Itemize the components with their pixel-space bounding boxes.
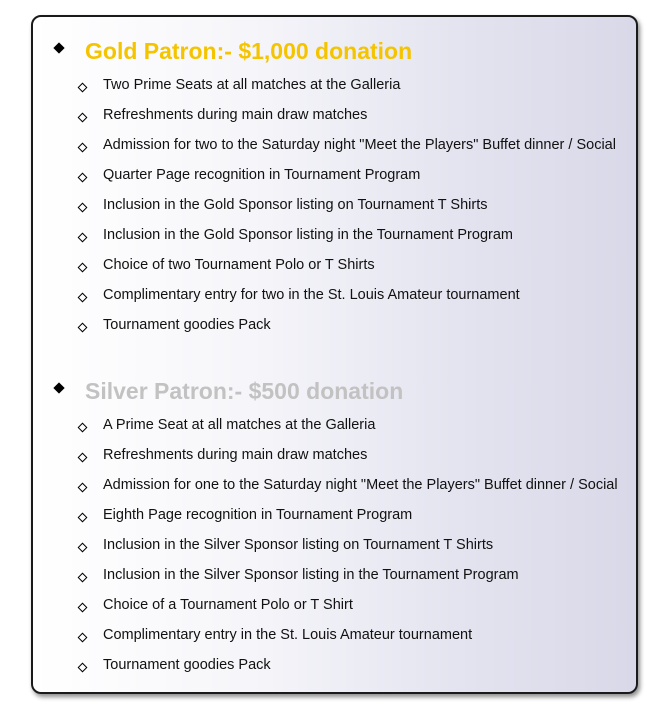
hollow-diamond-bullet-icon <box>78 663 88 673</box>
list-item <box>33 625 636 655</box>
gold-patron-heading: Gold Patron:- $1,000 donation <box>85 38 413 64</box>
benefit-text: Tournament goodies Pack <box>103 657 271 673</box>
hollow-diamond-bullet-icon <box>78 233 88 243</box>
hollow-diamond-bullet-icon <box>78 293 88 303</box>
list-item <box>33 565 636 595</box>
list-item <box>33 255 636 285</box>
hollow-diamond-bullet-icon <box>78 453 88 463</box>
list-item <box>33 195 636 225</box>
benefit-text: Quarter Page recognition in Tournament Program <box>103 167 421 183</box>
gold-heading-row <box>33 37 636 69</box>
hollow-diamond-bullet-icon <box>78 633 88 643</box>
hollow-diamond-bullet-icon <box>78 203 88 213</box>
benefit-text: Admission for two to the Saturday night "Meet the Players" Buffet dinner / Social <box>103 137 616 153</box>
list-item <box>33 135 636 165</box>
gold-benefits-list <box>33 75 636 345</box>
list-item <box>33 105 636 135</box>
hollow-diamond-bullet-icon <box>78 423 88 433</box>
benefit-text: Inclusion in the Gold Sponsor listing on Tournament T Shirts <box>103 197 488 213</box>
list-item <box>33 475 636 505</box>
benefit-text: Admission for one to the Saturday night "Meet the Players" Buffet dinner / Social <box>103 477 618 493</box>
silver-patron-heading: Silver Patron:- $500 donation <box>85 378 404 404</box>
gold-patron-section <box>33 37 636 333</box>
list-item <box>33 655 636 685</box>
hollow-diamond-bullet-icon <box>78 543 88 553</box>
hollow-diamond-bullet-icon <box>78 143 88 153</box>
silver-benefits-list <box>33 415 636 685</box>
filled-diamond-bullet-icon <box>53 382 64 393</box>
list-item <box>33 225 636 255</box>
hollow-diamond-bullet-icon <box>78 513 88 523</box>
benefit-text: A Prime Seat at all matches at the Galleria <box>103 417 376 433</box>
benefit-text: Inclusion in the Silver Sponsor listing in the Tournament Program <box>103 567 519 583</box>
list-item <box>33 165 636 195</box>
list-item <box>33 285 636 315</box>
hollow-diamond-bullet-icon <box>78 483 88 493</box>
list-item <box>33 315 636 345</box>
hollow-diamond-bullet-icon <box>78 573 88 583</box>
list-item <box>33 505 636 535</box>
silver-patron-section <box>33 377 636 673</box>
list-item <box>33 415 636 445</box>
hollow-diamond-bullet-icon <box>78 603 88 613</box>
benefit-text: Refreshments during main draw matches <box>103 447 368 463</box>
hollow-diamond-bullet-icon <box>78 113 88 123</box>
benefit-text: Two Prime Seats at all matches at the Galleria <box>103 77 401 93</box>
benefit-text: Inclusion in the Silver Sponsor listing on Tournament T Shirts <box>103 537 494 553</box>
benefit-text: Complimentary entry in the St. Louis Amateur tournament <box>103 627 473 643</box>
benefit-text: Refreshments during main draw matches <box>103 107 368 123</box>
benefit-text: Choice of a Tournament Polo or T Shirt <box>103 597 353 613</box>
benefit-text: Tournament goodies Pack <box>103 317 271 333</box>
benefit-text: Complimentary entry for two in the St. Louis Amateur tournament <box>103 287 520 303</box>
list-item <box>33 535 636 565</box>
hollow-diamond-bullet-icon <box>78 83 88 93</box>
list-item <box>33 445 636 475</box>
hollow-diamond-bullet-icon <box>78 323 88 333</box>
benefit-text: Eighth Page recognition in Tournament Program <box>103 507 413 523</box>
filled-diamond-bullet-icon <box>53 42 64 53</box>
list-item <box>33 595 636 625</box>
hollow-diamond-bullet-icon <box>78 263 88 273</box>
silver-heading-row <box>33 377 636 409</box>
list-item <box>33 75 636 105</box>
sponsorship-card <box>31 15 638 694</box>
benefit-text: Choice of two Tournament Polo or T Shirts <box>103 257 375 273</box>
hollow-diamond-bullet-icon <box>78 173 88 183</box>
benefit-text: Inclusion in the Gold Sponsor listing in the Tournament Program <box>103 227 513 243</box>
